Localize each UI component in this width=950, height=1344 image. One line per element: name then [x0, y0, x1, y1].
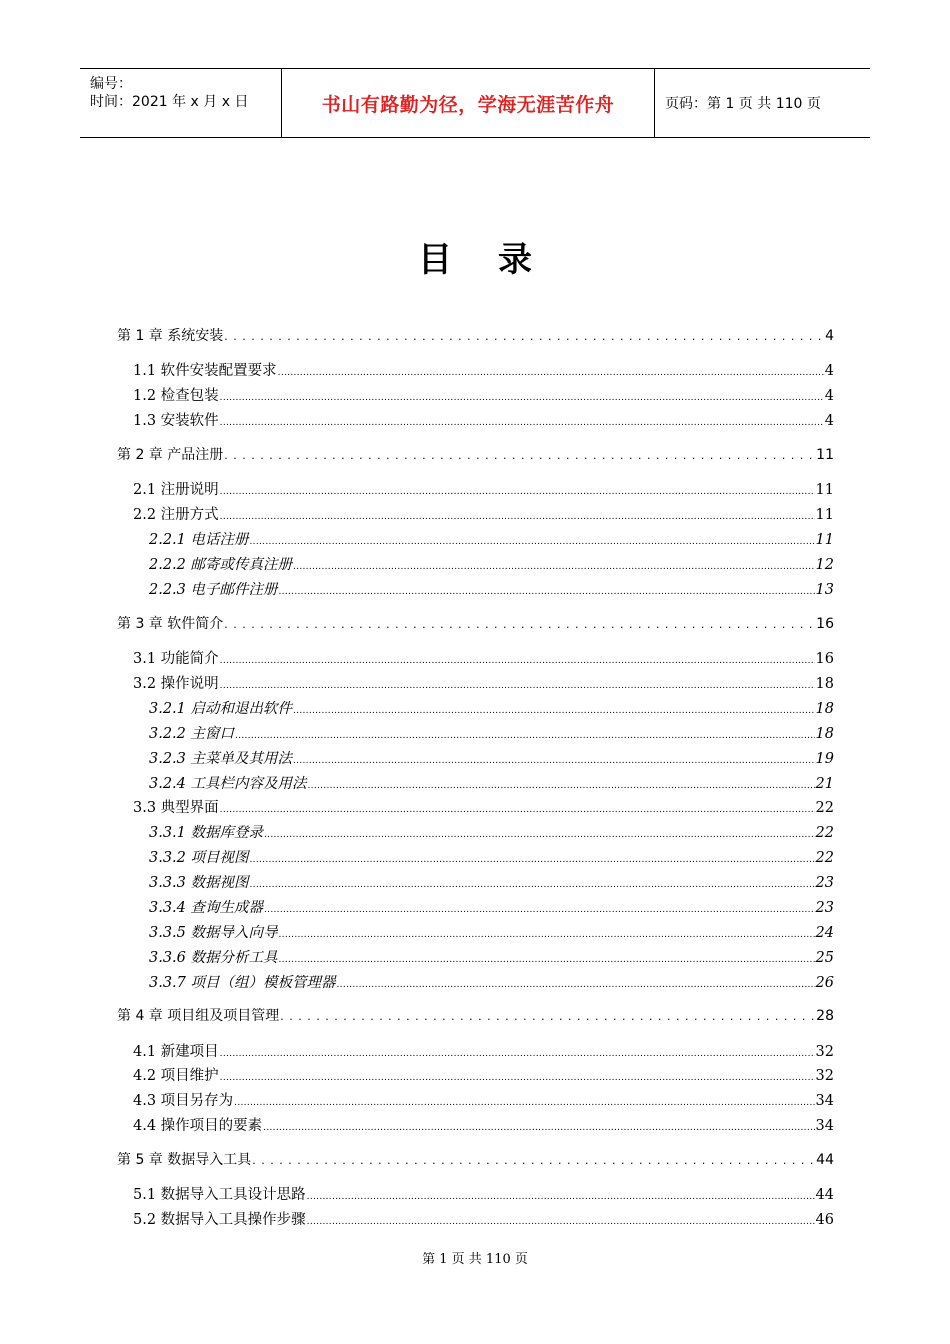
- toc-section[interactable]: 2.2 注册方式 ..... 11: [133, 503, 834, 524]
- header-motto: 书山有路勤为径，学海无涯苦作舟: [321, 93, 615, 116]
- toc-section[interactable]: 4.1 新建项目 ..... 32: [133, 1040, 834, 1061]
- toc-section[interactable]: 5.1 数据导入工具设计思路 ..... 44: [133, 1183, 834, 1204]
- toc-section[interactable]: 4.3 项目另存为 ..... 34: [133, 1089, 834, 1110]
- toc-chapter[interactable]: 第 4 章 项目组及项目管理 . . . 28: [117, 1005, 834, 1025]
- toc-section[interactable]: 1.2 检查包装 ..... 4: [133, 384, 834, 405]
- toc-subsection[interactable]: 3.2.3 主菜单及其用法 ..... 19: [149, 747, 834, 768]
- toc-subsection[interactable]: 2.2.2 邮寄或传真注册 ..... 12: [149, 553, 834, 574]
- toc-subsection[interactable]: 3.3.3 数据视图 ..... 23: [149, 871, 834, 892]
- header-page-cell: [655, 69, 870, 137]
- toc-subsection[interactable]: 2.2.1 电话注册 ..... 11: [149, 528, 834, 549]
- header-motto-cell: [282, 69, 655, 137]
- toc-subsection[interactable]: 3.3.7 项目（组）模板管理器 ..... 26: [149, 971, 834, 992]
- toc-chapter[interactable]: 第 1 章 系统安装 . . . 4: [117, 325, 834, 345]
- toc-chapter[interactable]: 第 2 章 产品注册 . . . 11: [117, 444, 834, 464]
- toc-subsection[interactable]: 3.2.1 启动和退出软件 ..... 18: [149, 697, 834, 718]
- toc-section[interactable]: 4.2 项目维护 ..... 32: [133, 1064, 834, 1085]
- toc-chapter[interactable]: 第 5 章 数据导入工具 . . . 44: [117, 1149, 834, 1169]
- toc-section[interactable]: 3.1 功能简介 ..... 16: [133, 647, 834, 668]
- toc-subsection[interactable]: 3.3.5 数据导入向导 ..... 24: [149, 921, 834, 942]
- toc-subsection[interactable]: 3.2.4 工具栏内容及用法 ..... 21: [149, 772, 834, 793]
- toc-section[interactable]: 2.1 注册说明 ..... 11: [133, 478, 834, 499]
- toc-subsection[interactable]: 3.3.4 查询生成器 ..... 23: [149, 896, 834, 917]
- document-number-label: 编号：: [90, 76, 132, 92]
- toc-subsection[interactable]: 3.3.1 数据库登录 ..... 22: [149, 821, 834, 842]
- toc-subsection[interactable]: 3.2.2 主窗口 ..... 18: [149, 722, 834, 743]
- toc-section[interactable]: 3.2 操作说明 ..... 18: [133, 672, 834, 693]
- toc-chapter[interactable]: 第 3 章 软件简介 . . . 16: [117, 613, 834, 633]
- toc-section[interactable]: 1.1 软件安装配置要求 ..... 4: [133, 359, 834, 380]
- toc-section[interactable]: 4.4 操作项目的要素 ..... 34: [133, 1114, 834, 1135]
- toc-section[interactable]: 3.3 典型界面 ..... 22: [133, 796, 834, 817]
- document-header: [80, 68, 870, 138]
- header-page-info: 页码：第 1 页 共 110 页: [665, 96, 821, 112]
- toc-subsection[interactable]: 3.3.6 数据分析工具 ..... 25: [149, 946, 834, 967]
- page-title: 目录: [418, 240, 578, 280]
- toc-section[interactable]: 5.2 数据导入工具操作步骤 ..... 46: [133, 1208, 834, 1229]
- toc-section[interactable]: 1.3 安装软件 ..... 4: [133, 409, 834, 430]
- page-footer: 第 1 页 共 110 页: [422, 1252, 528, 1267]
- toc-subsection[interactable]: 2.2.3 电子邮件注册 ..... 13: [149, 578, 834, 599]
- header-meta-cell: [80, 69, 282, 137]
- document-date: 时间：2021 年 x 月 x 日: [90, 94, 249, 110]
- toc-subsection[interactable]: 3.3.2 项目视图 ..... 22: [149, 846, 834, 867]
